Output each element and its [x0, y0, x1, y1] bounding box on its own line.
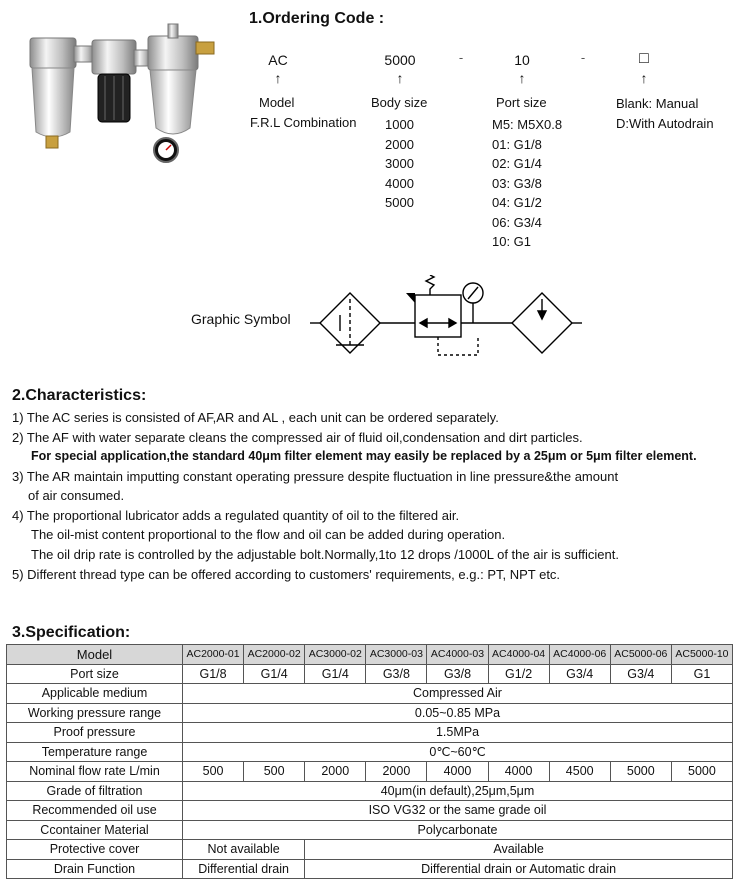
characteristic-line: of air consumed. — [28, 488, 125, 503]
row-label: Applicable medium — [7, 684, 183, 704]
value-cell: 0.05~0.85 MPa — [183, 703, 733, 723]
row-label: Ccontainer Material — [7, 820, 183, 840]
model-cell: AC4000-04 — [488, 645, 549, 665]
port-cell: G1/8 — [183, 664, 244, 684]
body-size-item: 2000 — [385, 136, 414, 152]
table-row — [7, 684, 733, 704]
code-model: AC — [268, 52, 288, 68]
value-cell: Polycarbonate — [183, 820, 733, 840]
table-row — [7, 742, 733, 762]
drain-option-list — [616, 94, 714, 133]
flow-cell: 5000 — [610, 762, 671, 782]
body-size-item: 1000 — [385, 117, 414, 132]
specification-title: 3.Specification: — [12, 624, 131, 641]
flow-cell: 2000 — [366, 762, 427, 782]
value-cell: 40μm(in default),25μm,5μm — [183, 781, 733, 801]
row-label: Nominal flow rate L/min — [7, 762, 183, 782]
code-port-size: 10 — [514, 52, 530, 68]
arrow-up-icon: ↑ — [640, 70, 648, 86]
port-size-item: 01: G1/8 — [492, 136, 542, 152]
port-cell: G1/4 — [305, 664, 366, 684]
body-size-item: 5000 — [385, 195, 414, 210]
characteristic-line: The oil-mist content proportional to the flow and oil can be added during operation. — [31, 527, 506, 542]
model-description: F.R.L Combination — [250, 115, 357, 130]
port-size-item: 04: G1/2 — [492, 195, 542, 210]
value-cell: Available — [305, 840, 733, 860]
row-label: Grade of filtration — [7, 781, 183, 801]
characteristic-note: For special application,the standard 40μm filter element may easily be replaced by a 25μm or 5μm filter element. — [31, 449, 697, 463]
table-row — [7, 664, 733, 684]
port-size-item: M5: M5X0.8 — [492, 117, 563, 132]
characteristic-line: 1) The AC series is consisted of AF,AR and AL , each unit can be ordered separately. — [12, 410, 499, 425]
ordering-code-title: 1.Ordering Code : — [249, 10, 385, 27]
port-cell: G3/8 — [427, 664, 488, 684]
row-label: Port size — [7, 664, 183, 684]
table-row — [7, 762, 733, 782]
characteristic-line: The oil drip rate is controlled by the adjustable bolt.Normally,1to 12 drops /1000L of the air is sufficient. — [31, 547, 619, 562]
value-cell: 1.5MPa — [183, 723, 733, 743]
value-cell: 0℃~60℃ — [183, 742, 733, 762]
value-cell: Differential drain — [183, 859, 305, 879]
port-size-list — [492, 115, 562, 252]
table-row — [7, 723, 733, 743]
body-size-label: Body size — [371, 95, 428, 110]
frl-unit-image — [10, 20, 220, 170]
port-size-item: 06: G3/4 — [492, 214, 542, 230]
arrow-up-icon: ↑ — [518, 70, 526, 86]
drain-option-item: Blank: Manual — [616, 96, 699, 111]
port-size-item: 10: G1 — [492, 234, 532, 249]
row-label: Temperature range — [7, 742, 183, 762]
port-cell: G1 — [671, 664, 732, 684]
table-row — [7, 781, 733, 801]
table-row — [7, 820, 733, 840]
row-label: Drain Function — [7, 859, 183, 879]
port-cell: G3/4 — [549, 664, 610, 684]
table-row — [7, 801, 733, 821]
code-dash-1: - — [458, 50, 464, 65]
arrow-up-icon: ↑ — [396, 70, 404, 86]
flow-cell: 4000 — [488, 762, 549, 782]
model-cell: AC4000-03 — [427, 645, 488, 665]
characteristics-title: 2.Characteristics: — [12, 387, 147, 404]
drain-option-item: D:With Autodrain — [616, 115, 714, 131]
flow-cell: 5000 — [671, 762, 732, 782]
value-cell: ISO VG32 or the same grade oil — [183, 801, 733, 821]
flow-cell: 4500 — [549, 762, 610, 782]
port-cell: G3/8 — [366, 664, 427, 684]
flow-cell: 500 — [244, 762, 305, 782]
port-cell: G1/2 — [488, 664, 549, 684]
model-cell: AC2000-02 — [244, 645, 305, 665]
row-label: Recommended oil use — [7, 801, 183, 821]
pneumatic-graphic-symbol — [310, 275, 582, 360]
model-label: Model — [259, 95, 295, 110]
row-label: Protective cover — [7, 840, 183, 860]
model-cell: AC5000-06 — [610, 645, 671, 665]
model-cell: AC4000-06 — [549, 645, 610, 665]
model-cell: AC2000-01 — [183, 645, 244, 665]
table-row — [7, 859, 733, 879]
model-cell: AC5000-10 — [671, 645, 732, 665]
port-cell: G3/4 — [610, 664, 671, 684]
port-size-item: 03: G3/8 — [492, 175, 542, 191]
body-size-item: 4000 — [385, 175, 414, 191]
table-row — [7, 840, 733, 860]
code-dash-2: - — [580, 50, 586, 65]
table-row — [7, 645, 733, 665]
specification-table — [6, 644, 733, 879]
value-cell: Compressed Air — [183, 684, 733, 704]
table-row — [7, 703, 733, 723]
model-cell: AC3000-02 — [305, 645, 366, 665]
port-cell: G1/4 — [244, 664, 305, 684]
model-cell: AC3000-03 — [366, 645, 427, 665]
characteristic-line: 4) The proportional lubricator adds a regulated quantity of oil to the filtered air. — [12, 508, 460, 523]
flow-cell: 4000 — [427, 762, 488, 782]
row-label: Proof pressure — [7, 723, 183, 743]
flow-cell: 500 — [183, 762, 244, 782]
value-cell: Differential drain or Automatic drain — [305, 859, 733, 879]
characteristic-line: 5) Different thread type can be offered according to customers' requirements, e.g.: PT, NPT etc. — [12, 567, 561, 582]
value-cell: Not available — [183, 840, 305, 860]
arrow-up-icon: ↑ — [274, 70, 282, 86]
graphic-symbol-label: Graphic Symbol — [191, 311, 291, 327]
port-size-label: Port size — [496, 95, 547, 110]
row-label: Model — [7, 645, 183, 665]
body-size-list — [385, 115, 414, 213]
code-body-size: 5000 — [384, 52, 416, 68]
characteristic-line: 3) The AR maintain imputting constant operating pressure despite fluctuation in line pressure&the amount — [12, 469, 619, 484]
flow-cell: 2000 — [305, 762, 366, 782]
port-size-item: 02: G1/4 — [492, 156, 542, 171]
body-size-item: 3000 — [385, 156, 414, 171]
row-label: Working pressure range — [7, 703, 183, 723]
characteristic-line: 2) The AF with water separate cleans the compressed air of fluid oil,condensation and dirt particles. — [12, 430, 583, 445]
code-drain-box: □ — [639, 50, 649, 67]
